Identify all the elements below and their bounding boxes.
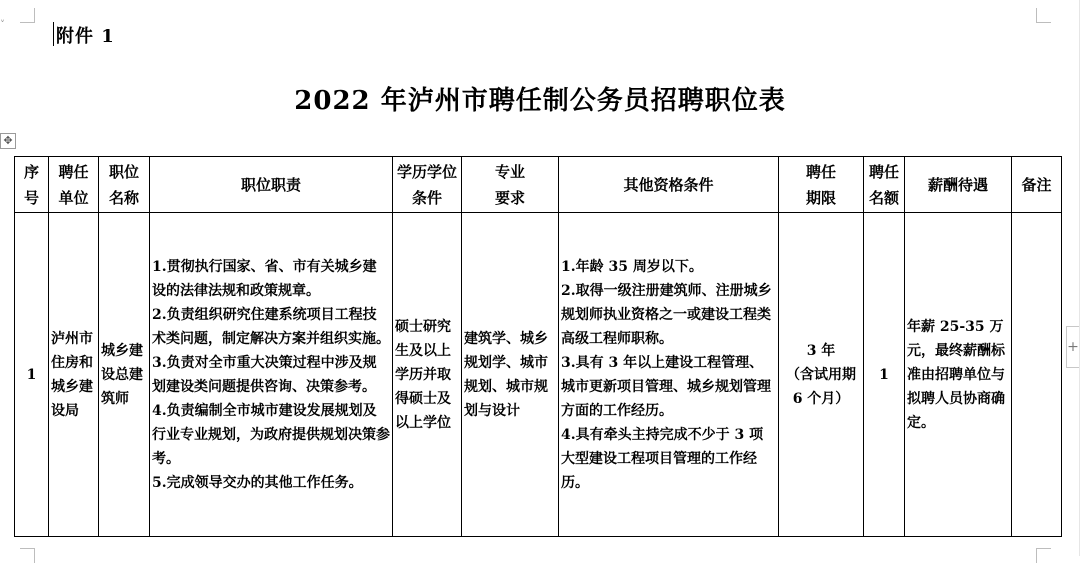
cell-term[interactable]: 3 年 （含试用期 6 个月） (779, 213, 864, 537)
duty-item: 5.完成领导交办的其他工作任务。 (152, 474, 363, 491)
cell-seq[interactable]: 1 (15, 213, 49, 537)
header-seq[interactable]: 序 号 (15, 157, 49, 213)
table-move-handle-icon[interactable]: ✥ (0, 133, 16, 149)
duty-item: 4.负责编制全市城市建设发展规划及行业专业规划，为政府提供规划决策参考。 (152, 402, 390, 467)
page-corner-mark (1036, 8, 1051, 23)
cell-unit[interactable]: 泸州市住房和城乡建设局 (49, 213, 99, 537)
duty-item: 2.负责组织研究住建系统项目工程技术类问题，制定解决方案并组织实施。 (152, 306, 390, 347)
cell-major[interactable]: 建筑学、城乡规划学、城市规划、城市规划与设计 (462, 213, 559, 537)
qualification-item: 2.取得一级注册建筑师、注册城乡规划师执业资格之一或建设工程类高级工程师职称。 (561, 282, 772, 347)
position-table (14, 156, 1062, 537)
duty-item: 1.贯彻执行国家、省、市有关城乡建设的法律法规和政策规章。 (152, 258, 377, 299)
header-position[interactable]: 职位 名称 (99, 157, 150, 213)
header-unit[interactable]: 聘任 单位 (49, 157, 99, 213)
header-qualifications[interactable]: 其他资格条件 (559, 157, 779, 213)
qualification-item: 1.年龄 35 周岁以下。 (561, 258, 703, 275)
text-cursor (53, 22, 54, 46)
document-title[interactable]: 2022 年泸州市聘任制公务员招聘职位表 (294, 86, 786, 116)
cell-remarks[interactable] (1012, 213, 1062, 537)
cell-education[interactable]: 硕士研究生及以上学历并取得硕士及以上学位 (393, 213, 462, 537)
table-row (15, 213, 1062, 537)
cell-quota[interactable]: 1 (864, 213, 905, 537)
header-quota[interactable]: 聘任 名额 (864, 157, 905, 213)
attachment-label[interactable]: 附件 1 (56, 26, 115, 47)
table-header-row (15, 157, 1062, 213)
header-education[interactable]: 学历学位 条件 (393, 157, 462, 213)
qualification-item: 4.具有牵头主持完成不少于 3 项大型建设工程项目管理的工作经历。 (561, 426, 764, 491)
page-corner-mark (20, 8, 35, 23)
duty-item: 3.负责对全市重大决策过程中涉及规划建设类问题提供咨询、决策参考。 (152, 354, 377, 395)
cell-duties[interactable] (150, 213, 393, 537)
add-column-icon[interactable]: + (1066, 326, 1079, 368)
header-remarks[interactable]: 备注 (1012, 157, 1062, 213)
header-duties[interactable]: 职位职责 (150, 157, 393, 213)
cell-salary[interactable]: 年薪 25-35 万元，最终薪酬标准由招聘单位与拟聘人员协商确定。 (905, 213, 1012, 537)
header-salary[interactable]: 薪酬待遇 (905, 157, 1012, 213)
header-term[interactable]: 聘任 期限 (779, 157, 864, 213)
cell-qualifications[interactable] (559, 213, 779, 537)
cell-position[interactable]: 城乡建设总建筑师 (99, 213, 150, 537)
margin-chevron-icon: ˅ (0, 20, 5, 31)
qualification-item: 3.具有 3 年以上建设工程管理、城市更新项目管理、城乡规划管理方面的工作经历。 (561, 354, 771, 419)
header-major[interactable]: 专业 要求 (462, 157, 559, 213)
